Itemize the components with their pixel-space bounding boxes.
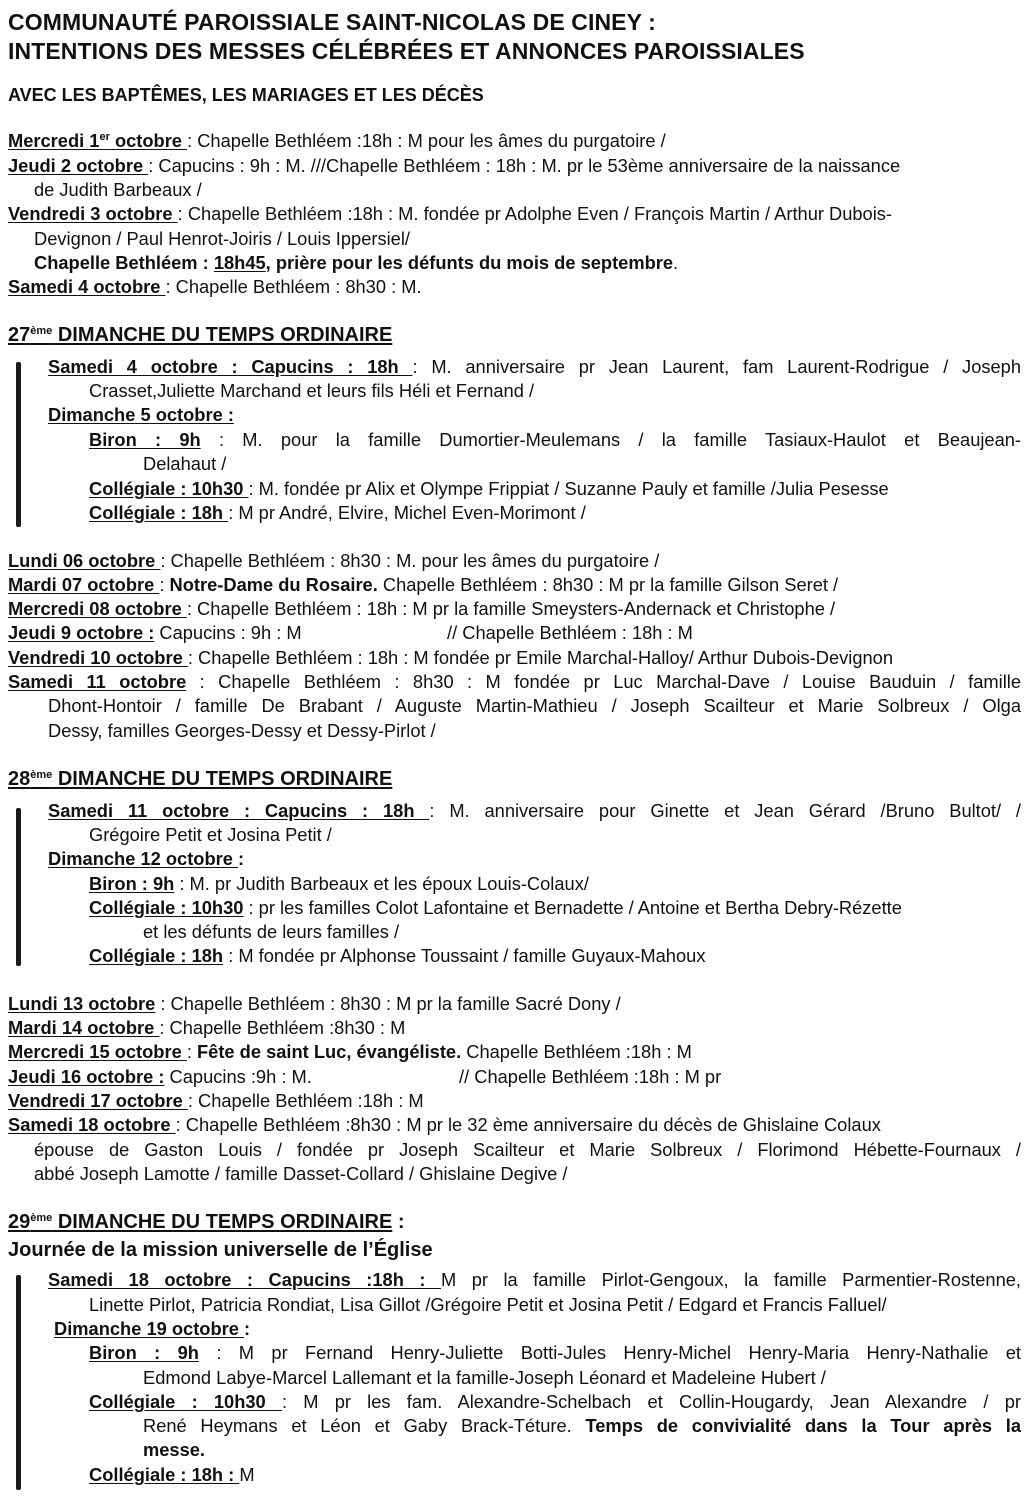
entry-samedi-4: Samedi 4 octobre : Chapelle Bethléem : 8h30 : M. [8,276,422,297]
entry-collegiale-10h30-19-cont: René Heymans et Léon et Gaby Brack-Téture. Temps de convivialité dans la Tour après la [143,1415,1022,1436]
entry-lundi-06: Lundi 06 octobre : Chapelle Bethléem : 8h30 : M. pour les âmes du purgatoire / [8,550,660,571]
entry-mardi-07: Mardi 07 octobre : Notre-Dame du Rosaire. Chapelle Bethléem : 8h30 : M pr la famille Gilson Seret / [8,574,839,595]
entry-mardi-14: Mardi 14 octobre : Chapelle Bethléem :8h30 : M [8,1017,406,1038]
entry-biron-9h-5-cont: Delahaut / [143,453,227,474]
entry-jeudi-9-second: // Chapelle Bethléem : 18h : M [447,622,693,643]
section-heading-27: 27ème DIMANCHE DU TEMPS ORDINAIRE [8,324,393,346]
entry-samedi-11: Samedi 11 octobre : Chapelle Bethléem : 8h30 : M fondée pr Luc Marchal-Dave / Louise Bauduin / famille [8,671,1021,692]
entry-vendredi-17: Vendredi 17 octobre : Chapelle Bethléem :18h : M [8,1090,424,1111]
entry-mercredi-1: Mercredi 1er octobre : Chapelle Bethléem :18h : M pour les âmes du purgatoire / [8,130,666,151]
entry-vendredi-10: Vendredi 10 octobre : Chapelle Bethléem : 18h : M fondée pr Emile Marchal-Halloy/ Arthur Dubois-Devignon [8,647,894,668]
entry-jeudi-2: Jeudi 2 octobre : Capucins : 9h : M. ///Chapelle Bethléem : 18h : M. pr le 53ème anniversaire de la naissance [8,155,901,176]
section-heading-29: 29ème DIMANCHE DU TEMPS ORDINAIRE : [8,1211,405,1233]
entry-biron-9h-19-cont: Edmond Labye-Marcel Lallemant et la famille-Joseph Léonard et Madeleine Hubert / [143,1367,826,1388]
entry-jeudi-16: Jeudi 16 octobre : Capucins :9h : M. [8,1066,312,1087]
entry-vendredi-3: Vendredi 3 octobre : Chapelle Bethléem :18h : M. fondée pr Adolphe Even / François Martin / Arthur Dubois- [8,203,893,224]
entry-collegiale-10h30-19: Collégiale : 10h30 : M pr les fam. Alexandre-Schelbach et Collin-Hougardy, Jean Alexandre / pr [89,1391,1021,1412]
entry-collegiale-10h30-12: Collégiale : 10h30 : pr les familles Colot Lafontaine et Bernadette / Antoine et Bertha Debry-Rézette [89,897,902,918]
entry-samedi-4-capucins: Samedi 4 octobre : Capucins : 18h : M. anniversaire pr Jean Laurent, fam Laurent-Rodrigue / Joseph [48,356,1021,377]
entry-samedi-18-capucins-cont: Linette Pirlot, Patricia Rondiat, Lisa Gillot /Grégoire Petit et Josina Petit / Edgard et Francis Falluel/ [89,1294,887,1315]
entry-priere-defunts: Chapelle Bethléem : 18h45, prière pour les défunts du mois de septembre. [34,252,679,273]
entry-samedi-11-capucins-cont: Grégoire Petit et Josina Petit / [89,824,332,845]
section-heading-28: 28ème DIMANCHE DU TEMPS ORDINAIRE [8,768,393,790]
entry-biron-9h-5: Biron : 9h : M. pour la famille Dumortier-Meulemans / la famille Tasiaux-Haulot et Beaujean- [89,429,1022,450]
entry-samedi-18-capucins: Samedi 18 octobre : Capucins :18h : M pr la famille Pirlot-Gengoux, la famille Parmentier-Rostenne, [48,1269,1021,1290]
entry-dimanche-5: Dimanche 5 octobre : [48,404,234,425]
entry-samedi-18-cont: épouse de Gaston Louis / fondée pr Joseph Scailteur et Marie Solbreux / Florimond Hébette-Fournaux / [34,1139,1021,1160]
entry-biron-9h-12: Biron : 9h : M. pr Judith Barbeaux et les époux Louis-Colaux/ [89,873,589,894]
entry-mercredi-08: Mercredi 08 octobre : Chapelle Bethléem : 18h : M pr la famille Smeysters-Andernack et Christophe / [8,598,836,619]
entry-samedi-18: Samedi 18 octobre : Chapelle Bethléem :8h30 : M pr le 32 ème anniversaire du décès de Ghislaine Colaux [8,1114,881,1135]
entry-jeudi-9: Jeudi 9 octobre : Capucins : 9h : M [8,622,302,643]
entry-mercredi-15: Mercredi 15 octobre : Fête de saint Luc, évangéliste. Chapelle Bethléem :18h : M [8,1041,692,1062]
entry-collegiale-10h30-5: Collégiale : 10h30 : M. fondée pr Alix et Olympe Frippiat / Suzanne Pauly et famille /Julia Pesesse [89,478,889,499]
section-bar-28 [16,808,21,966]
entry-jeudi-16-second: // Chapelle Bethléem :18h : M pr [459,1066,722,1087]
entry-samedi-18-cont2: abbé Joseph Lamotte / famille Dasset-Collard / Ghislaine Degive / [34,1163,568,1184]
entry-samedi-11-cont2: Dessy, familles Georges-Dessy et Dessy-Pirlot / [48,720,436,741]
entry-collegiale-10h30-19-cont2: messe. [143,1439,206,1460]
entry-samedi-11-cont: Dhont-Hontoir / famille De Brabant / Auguste Martin-Mathieu / Joseph Scailteur et Marie Solbreux / Olga [48,695,1021,716]
section-bar-29 [16,1275,21,1490]
section-bar-27 [16,362,21,527]
entry-dimanche-19: Dimanche 19 octobre : [54,1318,251,1339]
entry-collegiale-18h-5: Collégiale : 18h : M pr André, Elvire, Michel Even-Morimont / [89,502,586,523]
page-subtitle: AVEC LES BAPTÊMES, LES MARIAGES ET LES DÉCÈS [8,85,484,105]
page-title-line-1: COMMUNAUTÉ PAROISSIALE SAINT-NICOLAS DE CINEY : [8,9,656,35]
entry-collegiale-18h-19: Collégiale : 18h : M [89,1464,255,1485]
entry-jeudi-2-cont: de Judith Barbeaux / [34,179,202,200]
entry-dimanche-12: Dimanche 12 octobre : [48,848,245,869]
entry-samedi-4-cont: Crasset,Juliette Marchand et leurs fils Héli et Fernand / [89,380,535,401]
page-title-line-2: INTENTIONS DES MESSES CÉLÉBRÉES ET ANNONCES PAROISSIALES [8,38,805,64]
entry-biron-9h-19: Biron : 9h : M pr Fernand Henry-Juliette Botti-Jules Henry-Michel Henry-Maria Henry-Nathalie et [89,1342,1022,1363]
entry-collegiale-18h-12: Collégiale : 18h : M fondée pr Alphonse Toussaint / famille Guyaux-Mahoux [89,945,706,966]
entry-lundi-13: Lundi 13 octobre : Chapelle Bethléem : 8h30 : M pr la famille Sacré Dony / [8,993,621,1014]
entry-collegiale-10h30-12-cont: et les défunts de leurs familles / [143,921,400,942]
section-subheading-29: Journée de la mission universelle de l’Église [8,1239,433,1261]
entry-samedi-11-capucins: Samedi 11 octobre : Capucins : 18h : M. anniversaire pour Ginette et Jean Gérard /Bruno Bultot/ / [48,800,1022,821]
entry-vendredi-3-cont: Devignon / Paul Henrot-Joiris / Louis Ippersiel/ [34,228,410,249]
